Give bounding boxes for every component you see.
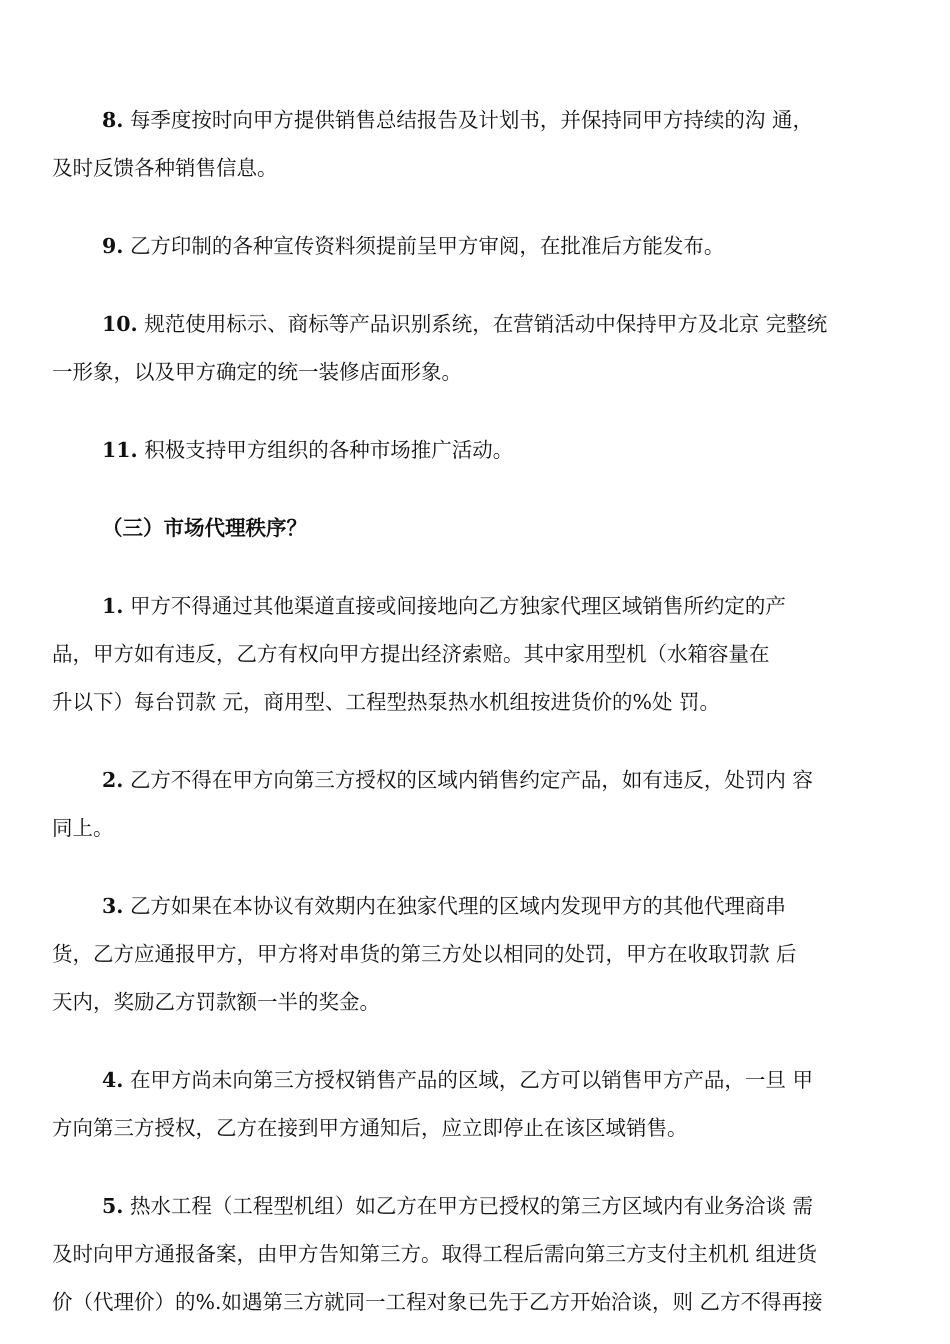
clause-number: 11.	[102, 438, 138, 462]
clause-text: 乙方如果在本协议有效期内在独家代理的区域内发现甲方的其他代理商串	[129, 894, 786, 918]
clause-text: 每季度按时向甲方提供销售总结报告及计划书，并保持同甲方持续的沟 通，	[129, 108, 813, 132]
section-clause-4	[52, 1056, 898, 1152]
clause-text: 品，甲方如有违反，乙方有权向甲方提出经济索赔。其中家用型机（水箱容量在	[52, 642, 770, 666]
clause-text: 货，乙方应通报甲方，甲方将对串货的第三方处以相同的处罚，甲方在收取罚款 后	[52, 942, 797, 966]
clause-text: 方向第三方授权，乙方在接到甲方通知后，应立即停止在该区域销售。	[52, 1116, 688, 1140]
clause-text: 在甲方尚未向第三方授权销售产品的区域，乙方可以销售甲方产品，一旦 甲	[129, 1068, 813, 1092]
clause-number: 4.	[102, 1068, 124, 1092]
clause-text: 一形象，以及甲方确定的统一装修店面形象。	[52, 360, 462, 384]
clause-text: 甲方不得通过其他渠道直接或间接地向乙方独家代理区域销售所约定的产	[129, 594, 786, 618]
clause-text: 规范使用标示、商标等产品识别系统，在营销活动中保持甲方及北京 完整统	[144, 312, 828, 336]
clause-text: 乙方不得在甲方向第三方授权的区域内销售约定产品，如有违反，处罚内 容	[129, 768, 813, 792]
clause-number: 3.	[102, 894, 124, 918]
clause-text: 价（代理价）的%.如遇第三方就同一工程对象已先于乙方开始洽谈，则 乙方不得再接	[52, 1290, 823, 1314]
clause-text: 天内，奖励乙方罚款额一半的奖金。	[52, 990, 380, 1014]
clause-number: 5.	[102, 1194, 124, 1218]
clause-number: 9.	[102, 234, 124, 258]
clause-11	[52, 426, 898, 474]
clause-text: 热水工程（工程型机组）如乙方在甲方已授权的第三方区域内有业务洽谈 需	[129, 1194, 813, 1218]
clause-8	[52, 96, 898, 192]
section-clause-1	[52, 582, 898, 726]
clause-text: 积极支持甲方组织的各种市场推广活动。	[144, 438, 514, 462]
clause-text: 乙方印制的各种宣传资料须提前呈甲方审阅，在批准后方能发布。	[129, 234, 725, 258]
clause-text: 及时向甲方通报备案，由甲方告知第三方。取得工程后需向第三方支付主机机 组进货	[52, 1242, 818, 1266]
clause-text: 升以下）每台罚款 元，商用型、工程型热泵热水机组按进货价的%处 罚。	[52, 690, 721, 714]
section-clause-3	[52, 882, 898, 1026]
clause-number: 1.	[102, 594, 124, 618]
clause-number: 8.	[102, 108, 124, 132]
section-heading: （三）市场代理秩序？	[102, 516, 307, 540]
clause-9	[52, 222, 898, 270]
clause-10	[52, 300, 898, 396]
clause-number: 10.	[102, 312, 138, 336]
clause-number: 2.	[102, 768, 124, 792]
clause-text: 同上。	[52, 816, 114, 840]
clause-text: 及时反馈各种销售信息。	[52, 156, 278, 180]
section-clause-2	[52, 756, 898, 852]
section-clause-5	[52, 1182, 898, 1326]
